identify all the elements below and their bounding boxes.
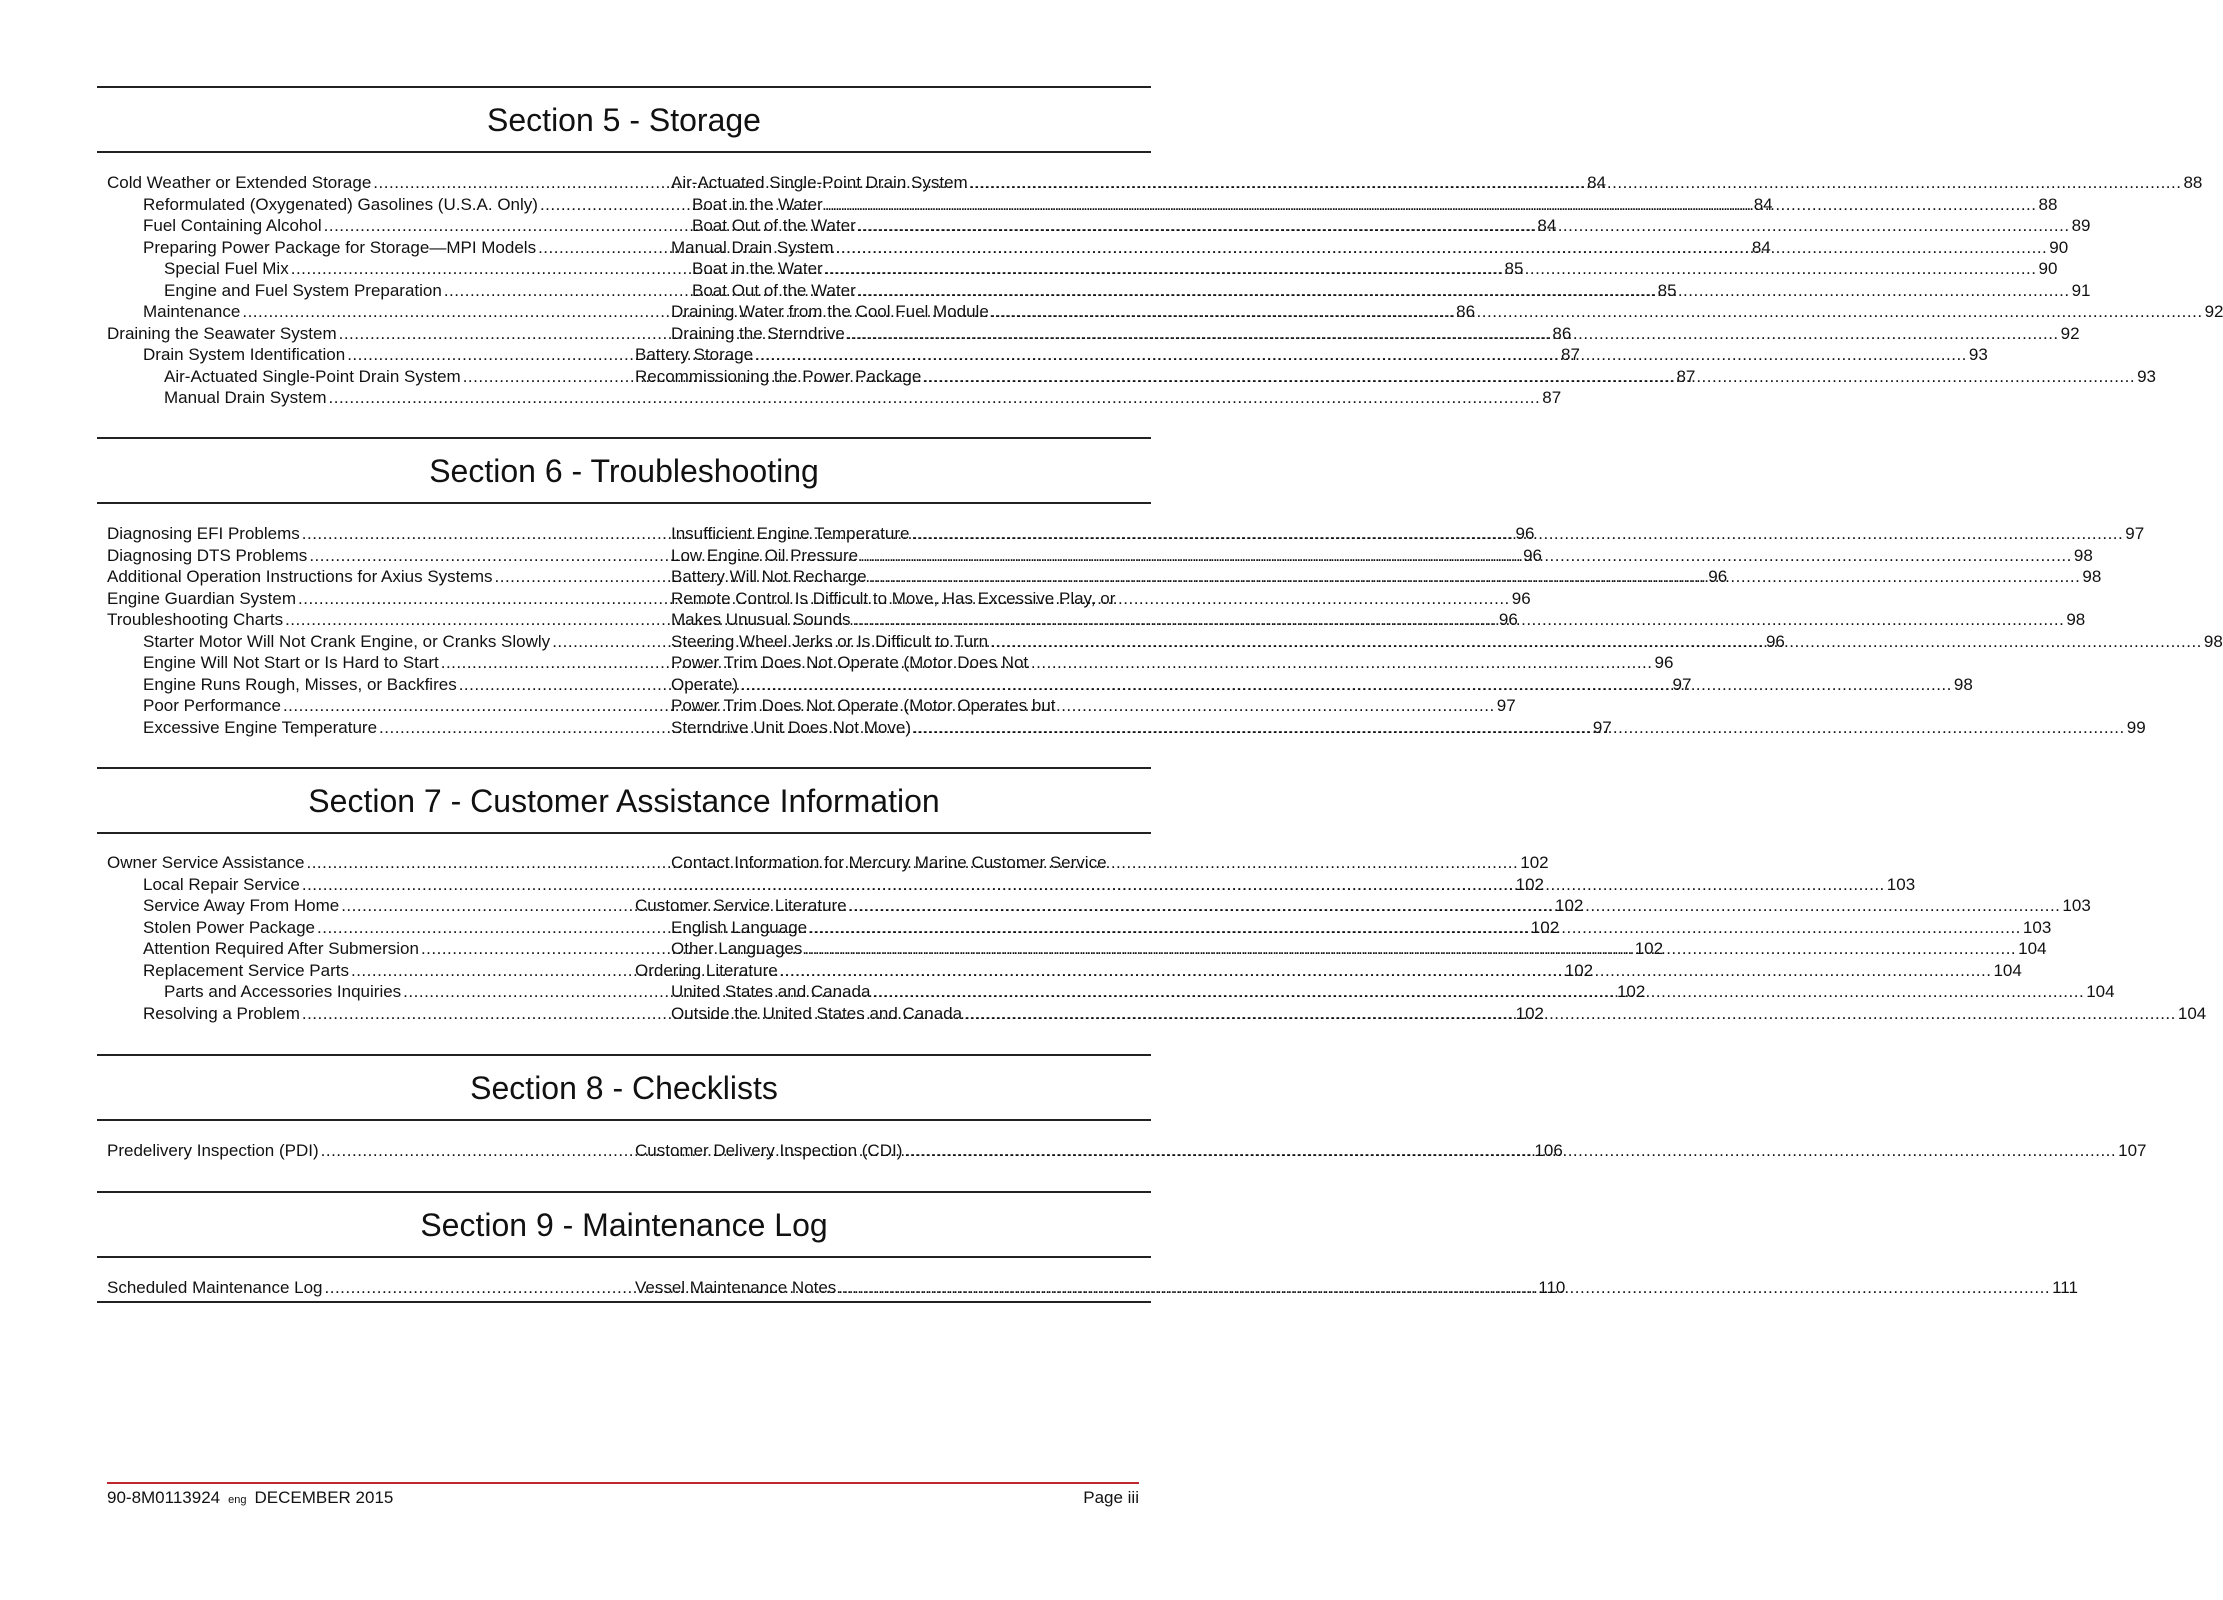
footer-left (107, 1488, 393, 1508)
dot-leader (825, 258, 2037, 280)
toc-entry[interactable] (635, 852, 1137, 874)
toc-entry-label: Scheduled Maintenance Log (107, 1278, 323, 1297)
toc-entry-page: 96 (1654, 653, 1674, 672)
toc-entry-page: 96 (1765, 631, 1785, 651)
toc-entry-page: 107 (2118, 1141, 2147, 1160)
toc-entry-page: 84 (1751, 237, 1771, 257)
toc-entry-page: 90 (2038, 259, 2058, 278)
toc-entry-page: 98 (2066, 610, 2086, 629)
section-title: Section 8 - Checklists (470, 1069, 778, 1106)
toc-entry-page: 106 (1534, 1141, 1563, 1160)
toc-entry-page: 84 (1537, 216, 1557, 235)
toc-entry-label: Vessel Maintenance Notes (635, 1278, 837, 1297)
dot-leader (904, 1140, 2116, 1162)
toc-entry-page: 86 (1552, 323, 1572, 343)
section-bottom-rule (97, 1301, 1151, 1303)
dot-leader (858, 215, 2070, 237)
toc-entry-label: Engine and Fuel System Preparation (164, 280, 442, 300)
toc-entry[interactable] (107, 387, 1562, 409)
toc-entry-page: 92 (2204, 302, 2223, 321)
toc-entry-page: 84 (1753, 194, 1773, 214)
toc-entry-label: Manual Drain System (164, 388, 327, 407)
section-title: Section 5 - Storage (487, 101, 761, 138)
toc-entry-page: 110 (1538, 1278, 1566, 1297)
section-header (97, 437, 1151, 504)
dot-leader (673, 874, 1885, 896)
toc-entry-label: Customer Delivery Inspection (CDI) (635, 1141, 903, 1160)
toc-entry-label: Excessive Engine Temperature (143, 717, 378, 737)
toc-entry-page: 96 (1498, 610, 1518, 629)
toc-entry-label: Makes Unusual Sounds (671, 610, 851, 629)
toc-entry-label: Service Away From Home (143, 896, 340, 915)
toc-entry-label: Recommissioning the Power Package (635, 366, 922, 386)
toc-entry-page: 102 (1515, 1003, 1545, 1023)
toc-entry-page: 87 (1542, 388, 1562, 407)
toc-entry-label: Boat Out of the Water (692, 216, 856, 235)
dot-leader (809, 917, 2021, 939)
toc-entry-label: Draining Water from the Cool Fuel Module (671, 302, 989, 321)
toc-entry-label: Diagnosing EFI Problems (107, 524, 300, 543)
toc-entry-page: 102 (1515, 874, 1545, 894)
toc-entry-page: 102 (1554, 896, 1584, 915)
toc-entry-page: 103 (2062, 896, 2091, 915)
section-header (97, 767, 1151, 834)
toc-entry-label: Replacement Service Parts (143, 960, 349, 980)
toc-entry-label: Local Repair Service (143, 874, 300, 894)
toc-entry-page: 88 (2183, 173, 2203, 192)
toc-entry-page: 104 (2177, 1003, 2207, 1023)
toc-entry-page: 96 (1515, 524, 1535, 543)
toc-entry-page: 103 (2022, 917, 2052, 937)
toc-entry-label: Attention Required After Submersion (143, 939, 419, 958)
toc-entry-label: Insufficient Engine Temperature (671, 524, 910, 543)
section-entries (97, 1140, 2147, 1162)
toc-entry-page: 103 (1886, 874, 1916, 894)
toc-entry-label: Reformulated (Oxygenated) Gasolines (U.S.A. Only) (143, 194, 538, 214)
dot-leader (869, 566, 2081, 588)
toc-entry-page: 97 (1672, 674, 1692, 694)
toc-entry-label: Diagnosing DTS Problems (107, 545, 308, 565)
toc-entry-page: 97 (1592, 717, 1612, 737)
toc-entry-page: 86 (1456, 302, 1476, 321)
toc-entry-page: 84 (1587, 173, 1606, 192)
toc-entry-page: 102 (1616, 982, 1646, 1001)
toc-entry-page: 88 (2038, 194, 2058, 214)
toc-entry-page: 98 (2073, 545, 2093, 565)
toc-entry-label: Air-Actuated Single-Point Drain System (164, 366, 461, 386)
toc-entry-page: 98 (1953, 674, 1973, 694)
toc-entry-label: Engine Runs Rough, Misses, or Backfires (143, 674, 457, 694)
toc-entry-page: 92 (2060, 323, 2080, 343)
toc-entry-page: 96 (1523, 545, 1543, 565)
section-entries (97, 523, 2223, 738)
toc-entry-label: Starter Motor Will Not Crank Engine, or Cranks Slowly (143, 631, 551, 651)
toc-entry-page: 102 (1634, 939, 1664, 958)
toc-entry-page: 85 (1504, 259, 1524, 278)
dot-leader (780, 960, 1992, 982)
toc-entry-label: Steering Wheel Jerks or Is Difficult to Turn (671, 631, 989, 651)
dot-leader (853, 609, 2065, 631)
toc-entry-page: 91 (2071, 280, 2091, 300)
toc-entry-page: 111 (2052, 1278, 2078, 1297)
toc-entry-label: English Language (671, 917, 808, 937)
dot-leader (964, 1003, 2176, 1025)
toc-entry-label: United States and Canada (671, 982, 871, 1001)
toc-entry-label: Sterndrive Unit Does Not Move) (671, 717, 911, 737)
toc-entry-label: Preparing Power Package for Storage—MPI Models (143, 237, 537, 257)
toc-entry-label: Battery Storage (635, 345, 754, 364)
toc-entry-label: Ordering Literature (635, 960, 778, 980)
toc-entry-page: 97 (1496, 696, 1516, 715)
toc-entry-label: Low Engine Oil Pressure (671, 545, 859, 565)
dot-leader (860, 545, 2072, 567)
toc-entry-label: Troubleshooting Charts (107, 610, 284, 629)
dot-leader (825, 194, 2037, 216)
toc-entry-page: 87 (1560, 345, 1580, 364)
toc-entry-page: 104 (2018, 939, 2047, 958)
section-title: Section 6 - Troubleshooting (429, 452, 819, 489)
toc-entry-page: 104 (2086, 982, 2115, 1001)
toc-entry-label: Contact Information for Mercury Marine Customer Service (671, 853, 1107, 872)
dot-leader (923, 366, 2135, 388)
toc-entry-label: Engine Will Not Start or Is Hard to Start (143, 653, 439, 672)
toc-entry-label: Draining the Seawater System (107, 323, 337, 343)
dot-leader (991, 301, 2203, 323)
toc-entry-label: Customer Service Literature (635, 896, 847, 915)
dot-leader (836, 237, 2048, 259)
toc-entry-page: 87 (1676, 366, 1696, 386)
dot-leader (872, 981, 2084, 1003)
section-title: Section 7 - Customer Assistance Information (308, 782, 940, 819)
dot-leader (838, 1277, 2050, 1299)
dot-leader (913, 717, 2125, 739)
toc-entry-label: Parts and Accessories Inquiries (164, 982, 402, 1001)
dot-leader (858, 280, 2070, 302)
dot-leader (970, 172, 2182, 194)
toc-entry-label: Stolen Power Package (143, 917, 315, 937)
toc-entry-label: Remote Control Is Difficult to Move, Has Excessive Play, or (671, 588, 1116, 608)
page-number: Page iii (1083, 1488, 1139, 1507)
toc-entry-label: Cold Weather or Extended Storage (107, 173, 372, 192)
toc-entry-page: 104 (1993, 960, 2022, 980)
toc-entry-label: Special Fuel Mix (164, 259, 289, 278)
dot-leader (849, 895, 2061, 917)
toc-entry-label: Draining the Sterndrive (671, 323, 845, 343)
toc-entry-page: 98 (2082, 567, 2102, 586)
toc-entry-label: Battery Will Not Recharge (671, 567, 867, 586)
toc-entry-label: Poor Performance (143, 696, 281, 715)
toc-entry-label: Fuel Containing Alcohol (143, 216, 322, 235)
toc-entry-label: Engine Guardian System (107, 588, 296, 608)
toc-entry-page: 97 (2125, 524, 2145, 543)
toc-entry-label: Additional Operation Instructions for Axius Systems (107, 567, 493, 586)
toc-entry-page: 89 (2071, 216, 2091, 235)
language-code: eng (228, 1494, 247, 1506)
toc-entry-page: 98 (2203, 631, 2223, 651)
section-header (97, 1054, 1151, 1121)
dot-leader (755, 344, 1967, 366)
dot-leader (847, 323, 2059, 345)
toc-entry-label: Power Trim Does Not Operate (Motor Operates but (671, 696, 1056, 715)
toc-entry-page: 99 (2126, 717, 2146, 737)
toc-entry-label: Boat in the Water (692, 259, 823, 278)
toc-entry-label: Manual Drain System (671, 237, 834, 257)
toc-entry-page: 96 (1511, 588, 1531, 608)
toc-entry-label: Predelivery Inspection (PDI) (107, 1141, 319, 1160)
toc-entry-label: Resolving a Problem (143, 1003, 300, 1023)
toc-entry-label: Drain System Identification (143, 345, 346, 364)
section-header (97, 86, 1151, 153)
toc-entry[interactable] (635, 695, 1137, 717)
toc-entry[interactable] (107, 874, 1545, 896)
toc-entry-label: Other Languages (671, 939, 803, 958)
section-entries (97, 172, 2223, 409)
section-title: Section 9 - Maintenance Log (420, 1206, 828, 1243)
toc-entry[interactable] (635, 588, 1137, 610)
toc-entry-label: Maintenance (143, 302, 241, 321)
toc-entry-page: 93 (2137, 366, 2157, 386)
toc-entry-label: Air-Actuated Single-Point Drain System (671, 173, 968, 192)
footer-rule (107, 1482, 1139, 1484)
page-footer (107, 1488, 1139, 1508)
toc-entry-page: 102 (1530, 917, 1560, 937)
dot-leader (740, 674, 1952, 696)
doc-number: 90-8M0113924 (107, 1488, 221, 1507)
toc-entry-page: 85 (1657, 280, 1677, 300)
section-header (97, 1191, 1151, 1258)
toc-entry[interactable] (635, 652, 1137, 674)
toc-entry-label: Power Trim Does Not Operate (Motor Does Not (671, 653, 1029, 672)
toc-entry-page: 96 (1708, 567, 1728, 586)
publication-date: DECEMBER 2015 (254, 1488, 394, 1507)
dot-leader (804, 938, 2016, 960)
toc-entry-label: Boat Out of the Water (692, 280, 856, 300)
toc-entry-label: Boat in the Water (692, 194, 823, 214)
dot-leader (911, 523, 2123, 545)
dot-leader (990, 631, 2202, 653)
toc-entry-label: Owner Service Assistance (107, 853, 305, 872)
toc-entry-label: Operate) (671, 674, 739, 694)
toc-entry-page: 102 (1564, 960, 1594, 980)
section-entries (97, 1277, 2078, 1299)
toc-entry-page: 90 (2049, 237, 2069, 257)
section-entries (97, 852, 2207, 1024)
toc-entry-label: Outside the United States and Canada (671, 1003, 963, 1023)
toc-entry-page: 102 (1520, 853, 1549, 872)
toc-entry-page: 93 (1968, 345, 1988, 364)
